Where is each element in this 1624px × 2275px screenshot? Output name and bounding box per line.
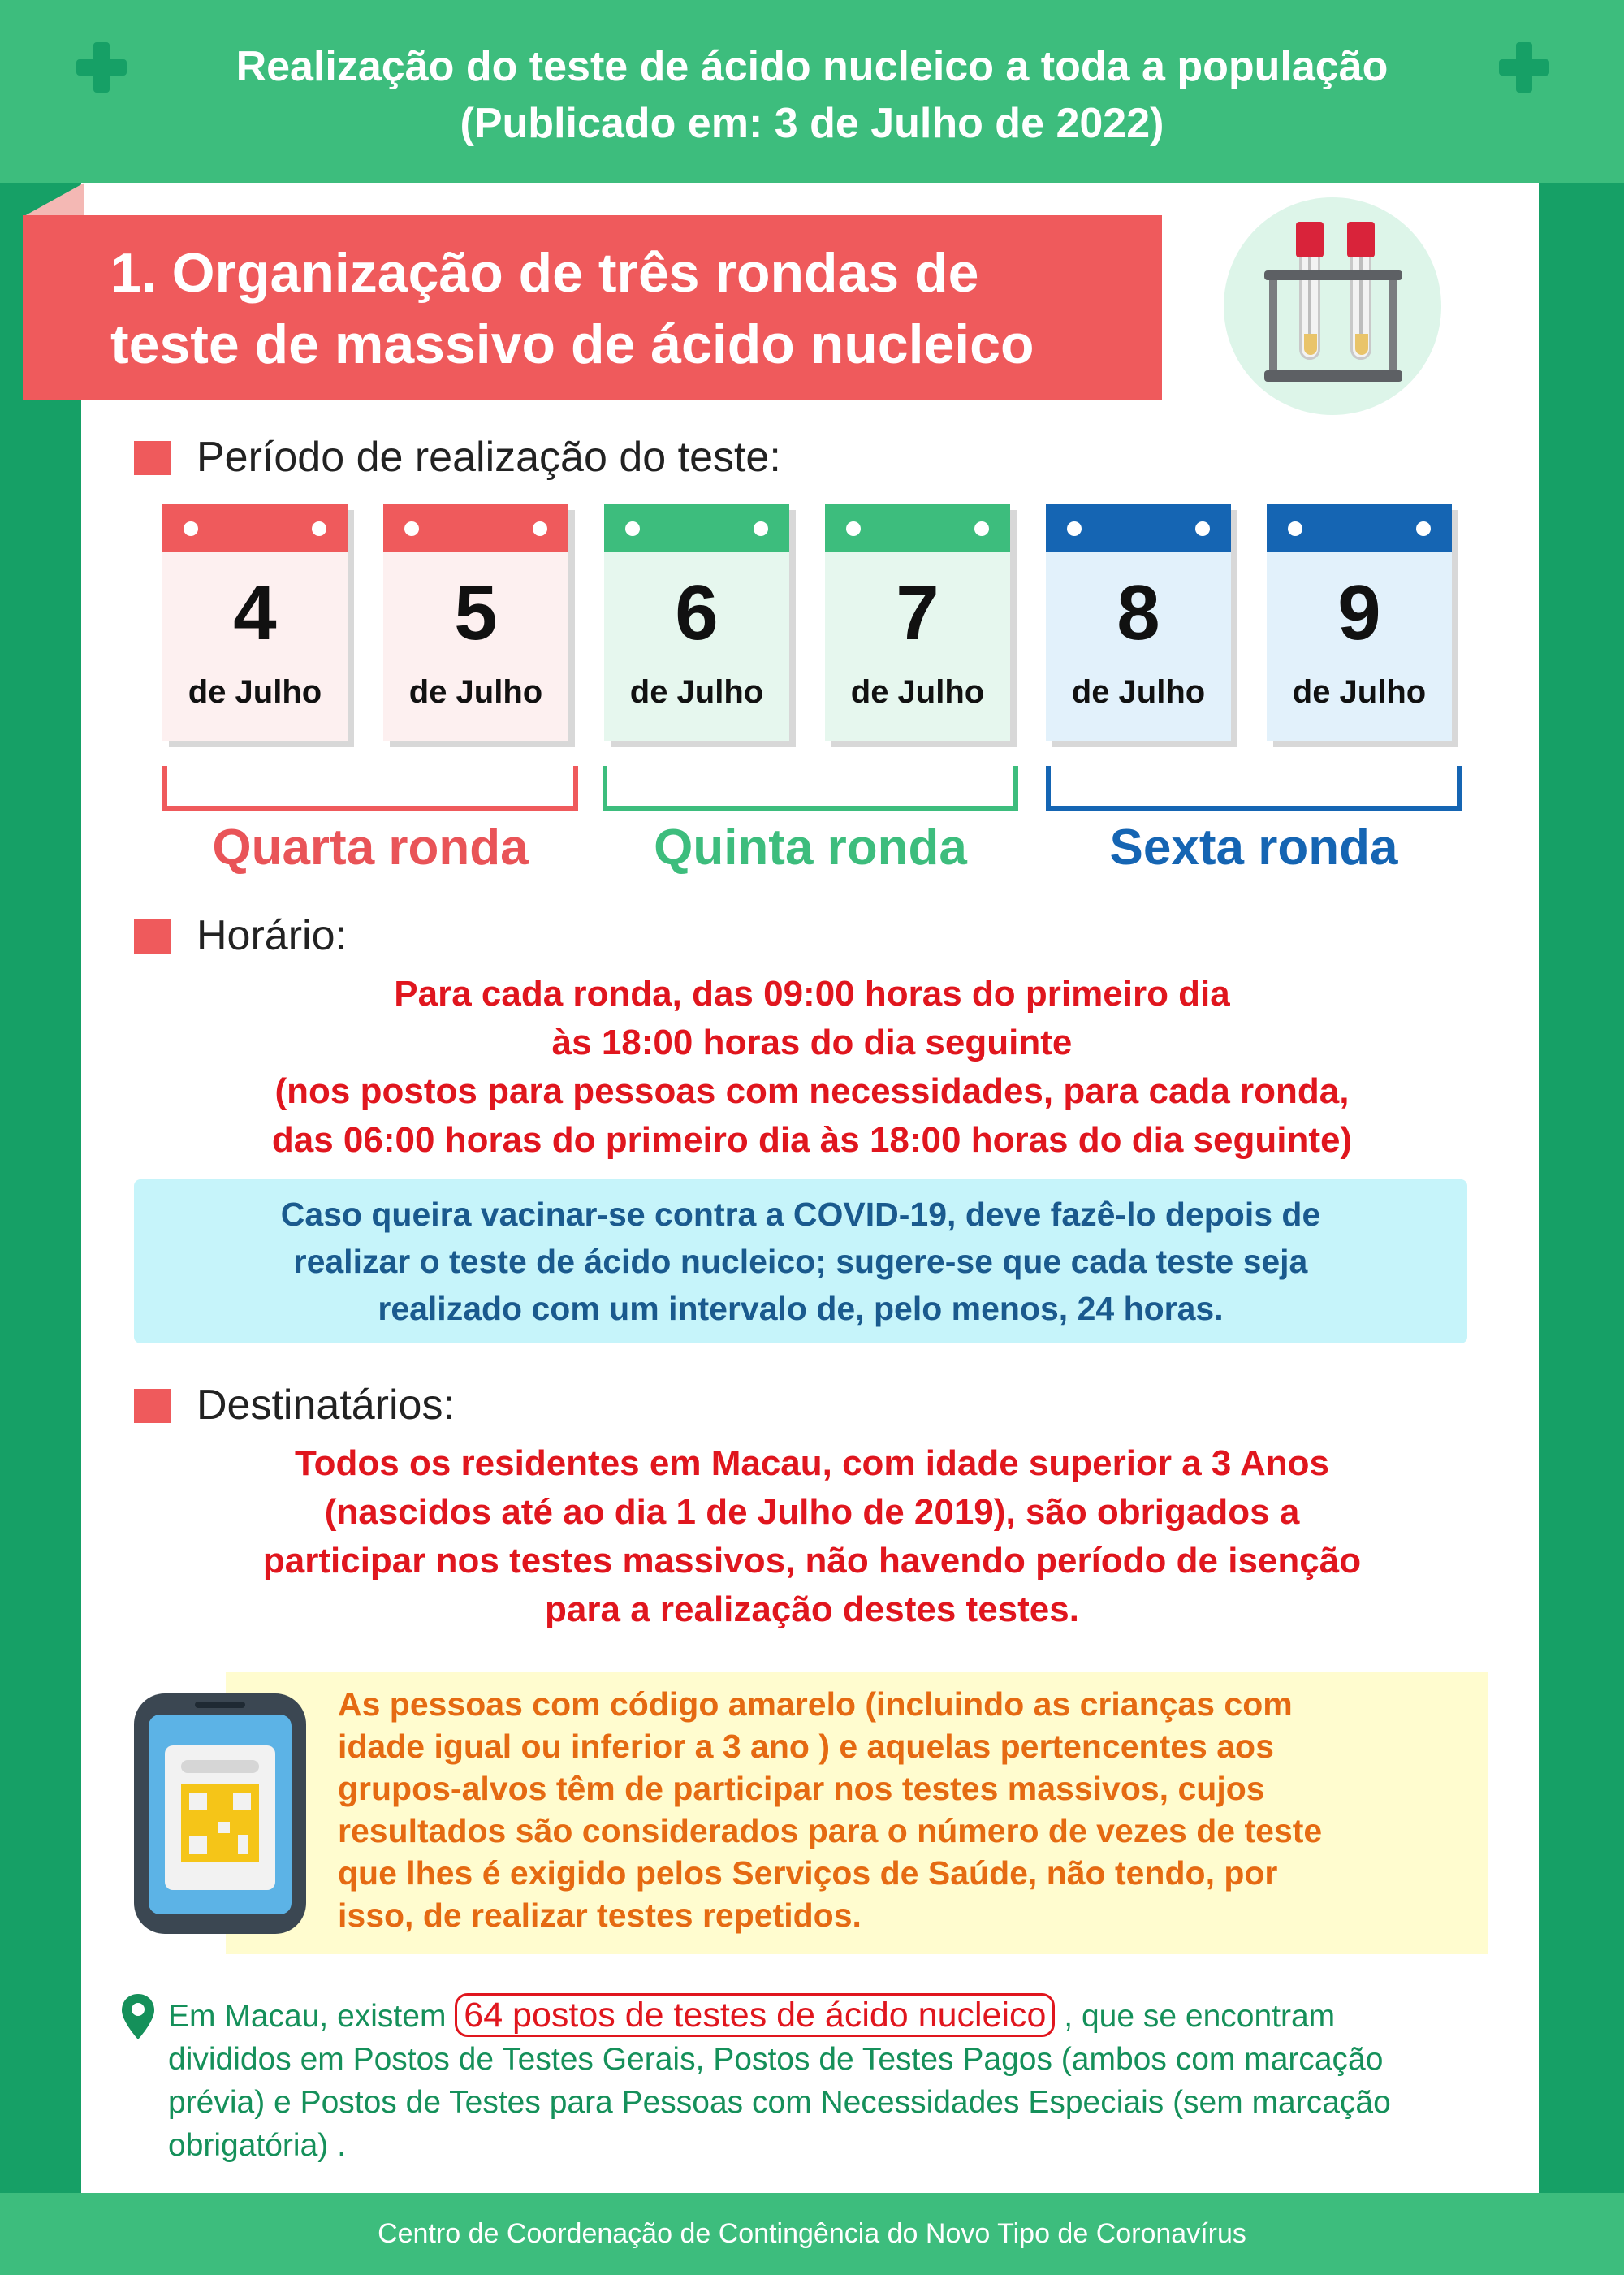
round-label: Quinta ronda: [654, 820, 967, 876]
page-title: Realização do teste de ácido nucleico a toda a população: [235, 43, 1389, 90]
yellow-code-box: [226, 1672, 1488, 1954]
test-stations-text: Em Macau, existem 64 postos de testes de ácido nucleico , que se encontram divididos em Postos de Testes Gerais, Postos de Testes Pagos (ambos com marcação prévia) e Postos de Testes para Pessoas com Necessidades Especiais (sem marcação obrigatória) .: [168, 1993, 1500, 2167]
stations-count-highlight: 64 postos de testes de ácido nucleico: [455, 1993, 1055, 2037]
calendar-day-number: 5: [454, 569, 498, 656]
calendar-month: de Julho: [1071, 674, 1206, 710]
schedule-label: Horário:: [197, 912, 347, 959]
round-bracket: [603, 766, 1018, 811]
period-label: Período de realização do teste:: [197, 434, 781, 481]
square-bullet-icon: [134, 441, 171, 475]
round-label: Sexta ronda: [1109, 820, 1398, 876]
calendar-month: de Julho: [850, 674, 985, 710]
calendar-day-number: 7: [896, 569, 939, 656]
calendar-day: [825, 504, 1010, 741]
calendar-day-number: 8: [1116, 569, 1160, 656]
calendar-day: [162, 504, 348, 741]
recipients-text: Todos os residentes em Macau, com idade superior a 3 Anos (nascidos até ao dia 1 de Julho de 2019), são obrigados a participar nos testes massivos, não havendo período de isenção para a realização destes testes.: [262, 1443, 1362, 1629]
calendar-day: [1267, 504, 1452, 741]
calendar-day: [604, 504, 789, 741]
test-tube-icon: [1224, 197, 1441, 415]
footer: Centro de Coordenação de Contingência do Novo Tipo de Coronavírus: [0, 2193, 1624, 2275]
calendar-day-number: 9: [1337, 569, 1381, 656]
round-bracket: [162, 766, 578, 811]
calendar-month: de Julho: [629, 674, 764, 710]
section-title-line-2: teste de massivo de ácido nucleico: [110, 314, 1034, 375]
calendar-day-number: 6: [675, 569, 719, 656]
calendar-day: [383, 504, 568, 741]
plus-icon: [1499, 42, 1549, 93]
phone-qr-code-icon: [134, 1693, 306, 1934]
calendar-month: de Julho: [188, 674, 322, 710]
section-title-banner: [23, 215, 1162, 400]
recipients-label: Destinatários:: [197, 1382, 455, 1429]
calendar-month: de Julho: [408, 674, 543, 710]
round-label: Quarta ronda: [212, 820, 529, 876]
square-bullet-icon: [134, 1389, 171, 1423]
publish-date: (Publicado em: 3 de Julho de 2022): [460, 100, 1164, 147]
schedule-text: Para cada ronda, das 09:00 horas do primeiro dia às 18:00 horas do dia seguinte (nos postos para pessoas com necessidades, para cada ronda, das 06:00 horas do primeiro dia às 18:00 horas do dia seguinte): [271, 974, 1353, 1160]
square-bullet-icon: [134, 919, 171, 954]
section-title-line-1: 1. Organização de três rondas de: [110, 242, 979, 304]
vaccine-note-box: Caso queira vacinar-se contra a COVID-19, deve fazê-lo depois de realizar o teste de ácido nucleico; sugere-se que cada teste seja realizado com um intervalo de, pelo menos, 24 horas.: [134, 1179, 1467, 1343]
yellow-code-text: As pessoas com código amarelo (incluindo as crianças com idade igual ou inferior a 3 ano ) e aquelas pertencentes aos grupos-alvos têm de participar nos testes massivos, cujos resultados são considerados para o número de vezes de teste que lhes é exigido pelos Serviços de Saúde, não tendo, por isso, de realizar testes repetidos.: [338, 1685, 1323, 1934]
calendar-month: de Julho: [1292, 674, 1427, 710]
header: [0, 0, 1624, 183]
location-pin-icon: [120, 1992, 156, 2041]
page-fold-decoration: [23, 183, 84, 217]
calendar-day-number: 4: [233, 569, 277, 656]
round-bracket: [1046, 766, 1462, 811]
calendar-day: [1046, 504, 1231, 741]
